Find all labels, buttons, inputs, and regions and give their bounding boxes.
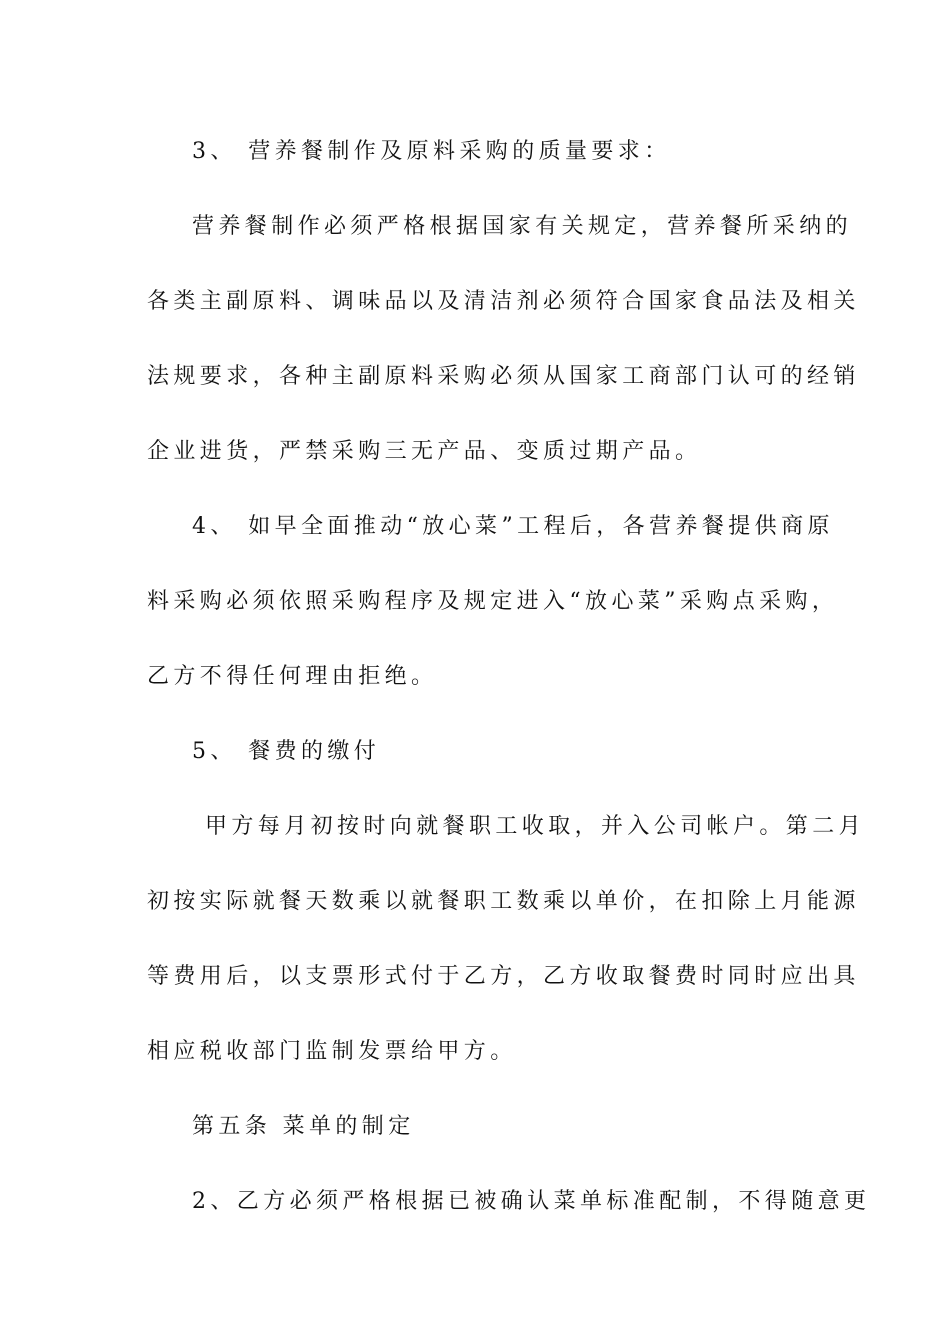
paragraph-line: 甲方每月初按时向就餐职工收取，并入公司帐户。第二月 bbox=[205, 814, 866, 839]
paragraph-line: 4、 如早全面推动“放心菜”工程后，各营养餐提供商原 bbox=[192, 514, 834, 539]
paragraph-line: 各类主副原料、调味品以及清洁剂必须符合国家食品法及相关 bbox=[147, 289, 860, 314]
article-heading-menu: 第五条 菜单的制定 bbox=[192, 1114, 415, 1139]
paragraph-line: 等费用后，以支票形式付于乙方，乙方收取餐费时同时应出具 bbox=[147, 964, 860, 989]
paragraph-line: 法规要求，各种主副原料采购必须从国家工商部门认可的经销 bbox=[147, 364, 860, 389]
paragraph-line: 乙方不得任何理由拒绝。 bbox=[147, 664, 438, 689]
paragraph-line: 初按实际就餐天数乘以就餐职工数乘以单价，在扣除上月能源 bbox=[147, 889, 860, 914]
paragraph-line: 企业进货，严禁采购三无产品、变质过期产品。 bbox=[147, 439, 702, 464]
paragraph-line: 料采购必须依照采购程序及规定进入“放心菜”采购点采购， bbox=[147, 589, 839, 614]
section-heading-quality-requirements: 3、 营养餐制作及原料采购的质量要求： bbox=[192, 139, 671, 164]
section-heading-meal-payment: 5、 餐费的缴付 bbox=[192, 739, 381, 764]
paragraph-line: 相应税收部门监制发票给甲方。 bbox=[147, 1039, 517, 1064]
paragraph-line: 营养餐制作必须严格根据国家有关规定，营养餐所采纳的 bbox=[192, 214, 853, 239]
paragraph-line: 2、乙方必须严格根据已被确认菜单标准配制，不得随意更 bbox=[192, 1189, 871, 1214]
